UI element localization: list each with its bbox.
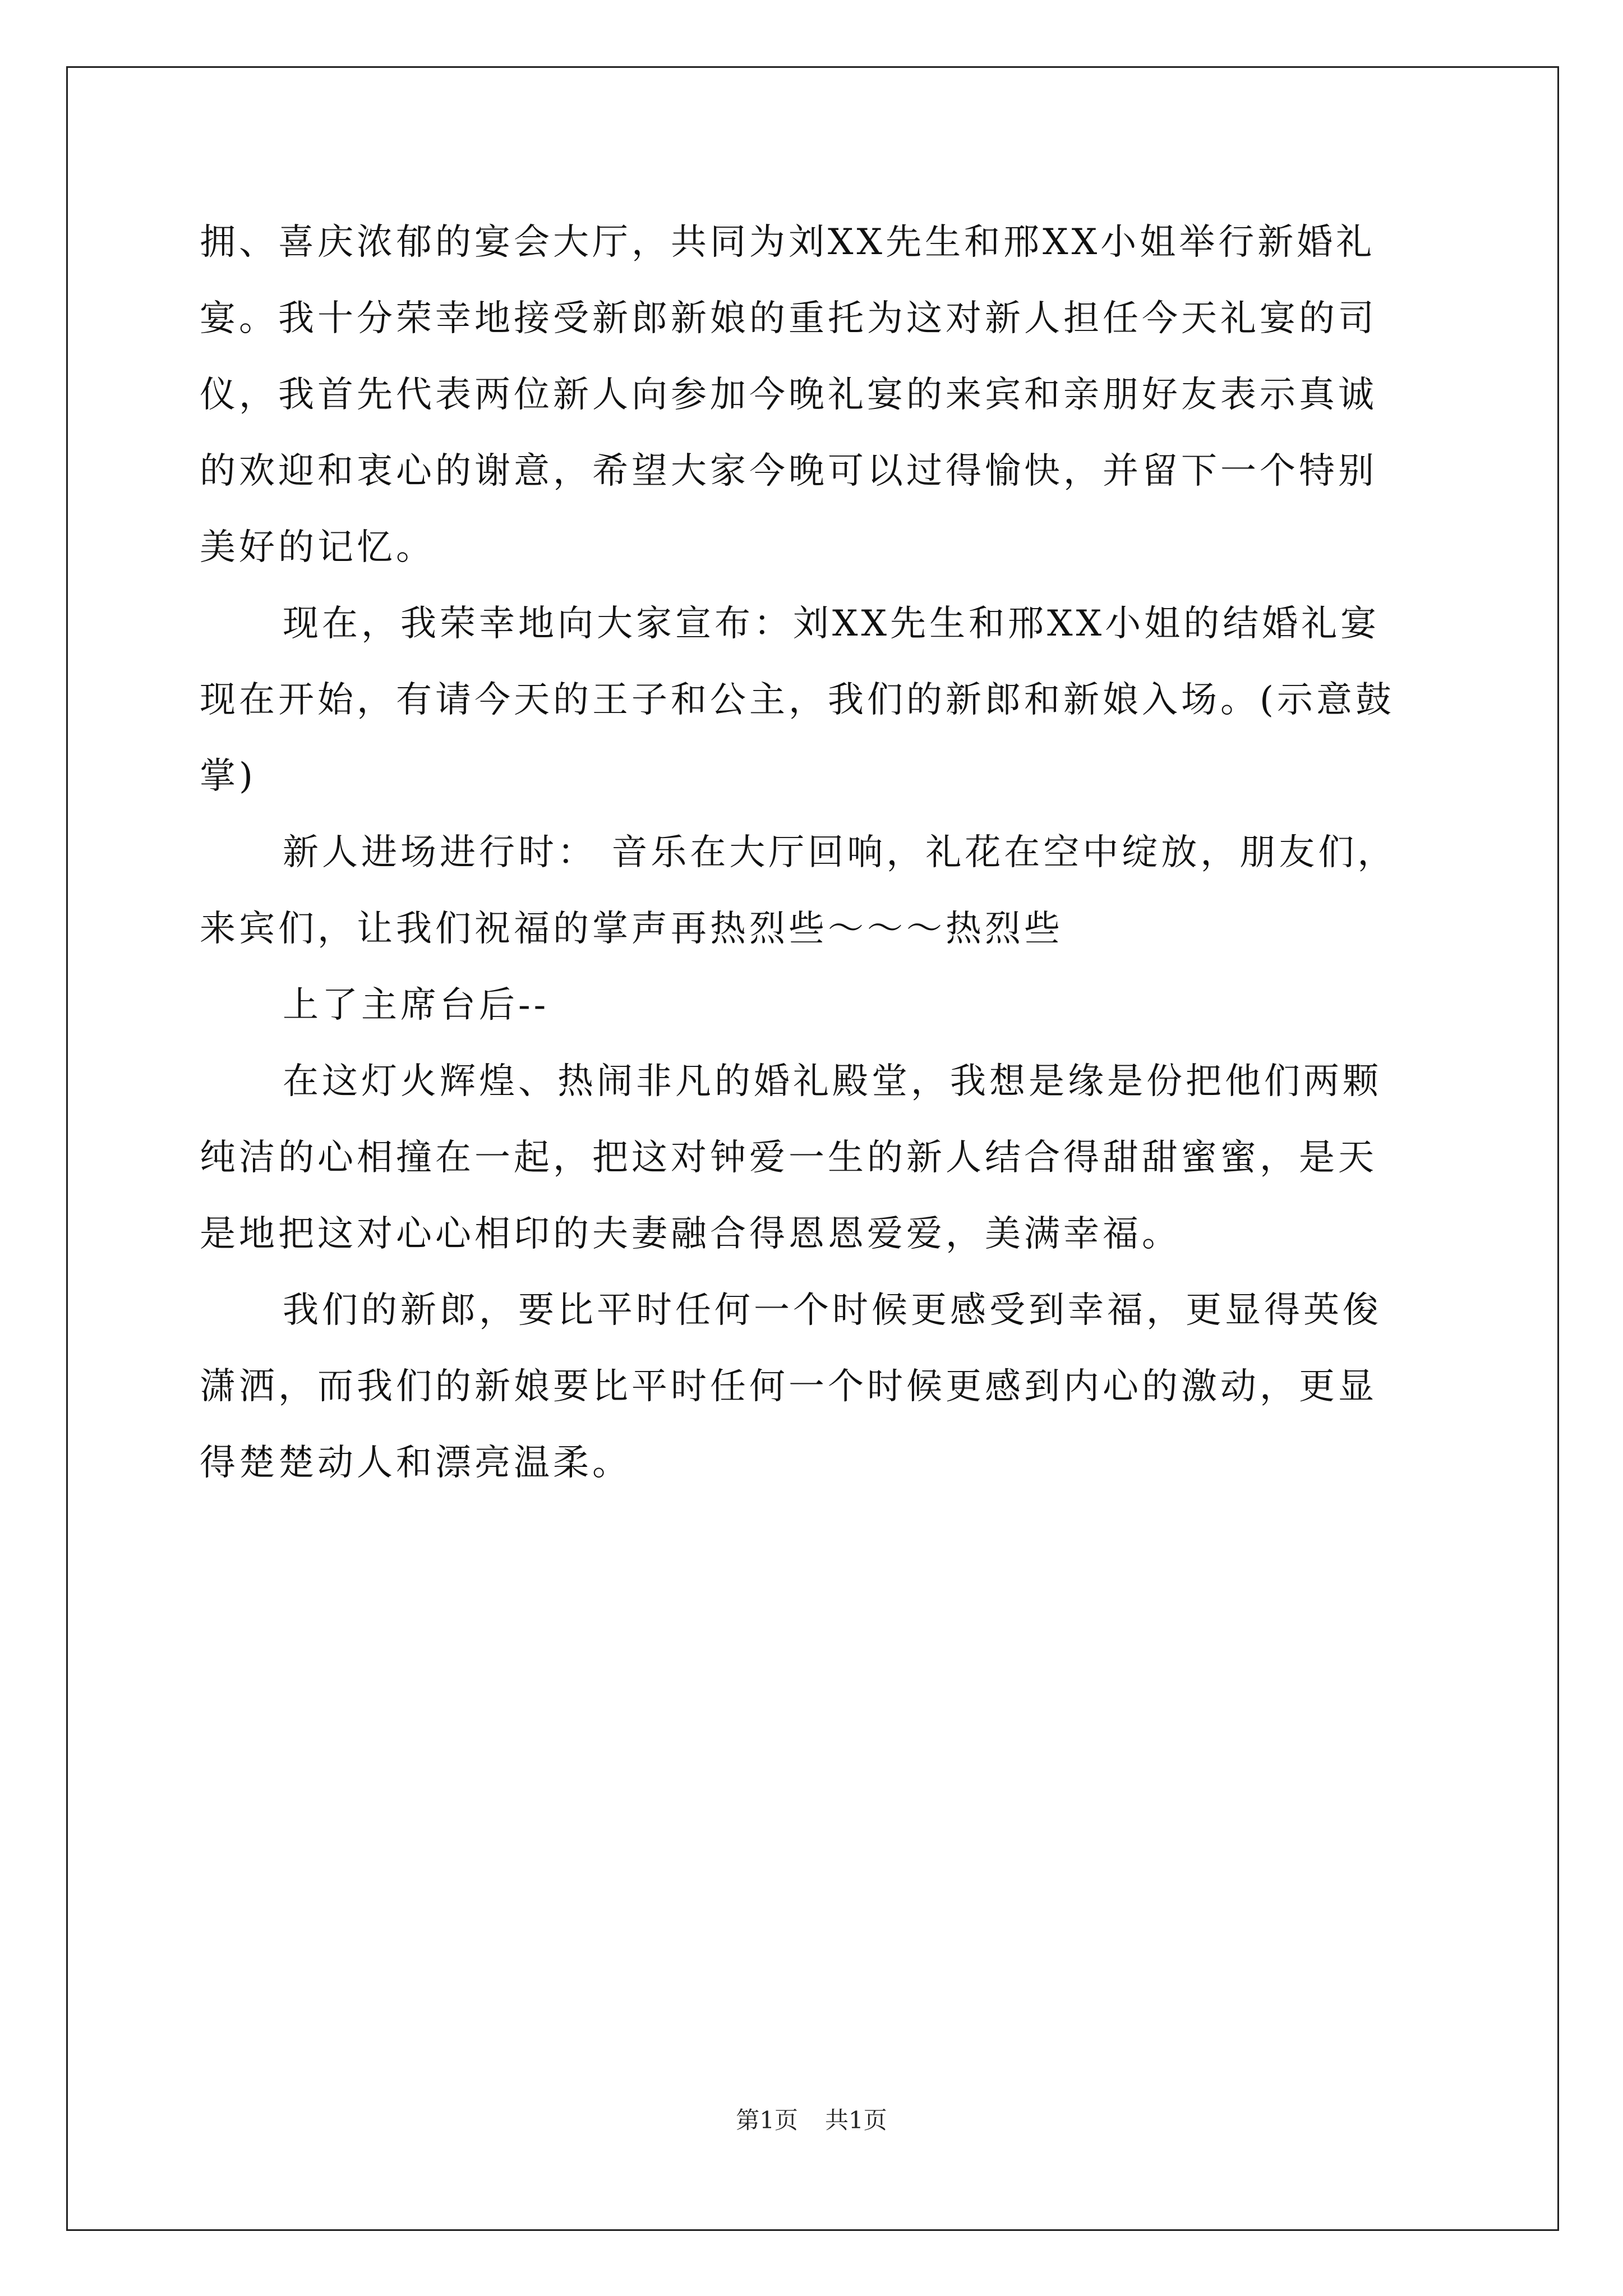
paragraph-start-line: 现在，我荣幸地向大家宣布：刘XX先生和邢XX小姐的结婚礼宴 [283, 603, 1380, 645]
text-line: 现在开始，有请今天的王子和公主，我们的新郎和新娘入场。(示意鼓 [200, 679, 1395, 721]
paragraph-start-line: 新人进场进行时： 音乐在大厅回响，礼花在空中绽放，朋友们， [283, 832, 1397, 873]
text-line: 得楚楚动人和漂亮温柔。 [200, 1442, 631, 1484]
page-number-total: 共1页 [825, 2106, 887, 2134]
text-line: 仪，我首先代表两位新人向参加今晚礼宴的来宾和亲朋好友表示真诚 [200, 374, 1377, 416]
text-line: 纯洁的心相撞在一起，把这对钟爱一生的新人结合得甜甜蜜蜜，是天 [200, 1137, 1377, 1179]
text-line: 宴。我十分荣幸地接受新郎新娘的重托为这对新人担任今天礼宴的司 [200, 298, 1377, 339]
text-line: 是地把这对心心相印的夫妻融合得恩恩爱爱，美满幸福。 [200, 1213, 1181, 1255]
text-line: 来宾们，让我们祝福的掌声再热烈些～～～热烈些 [200, 908, 1063, 950]
text-line: 潇洒，而我们的新娘要比平时任何一个时候更感到内心的激动，更显 [200, 1366, 1377, 1407]
text-line: 拥、喜庆浓郁的宴会大厅，共同为刘XX先生和邢XX小姐举行新婚礼 [200, 222, 1376, 263]
paragraph-start-line: 我们的新郎，要比平时任何一个时候更感受到幸福，更显得英俊 [283, 1290, 1382, 1331]
paragraph-start-line: 上了主席台后-- [283, 984, 550, 1026]
page-number-current: 第1页 [736, 2106, 798, 2134]
text-line: 美好的记忆。 [200, 527, 435, 568]
text-line: 掌) [200, 756, 256, 797]
page-footer [0, 2106, 1623, 2134]
text-line: 的欢迎和衷心的谢意，希望大家今晚可以过得愉快，并留下一个特别 [200, 450, 1377, 492]
paragraph-start-line: 在这灯火辉煌、热闹非凡的婚礼殿堂，我想是缘是份把他们两颗 [283, 1061, 1382, 1102]
